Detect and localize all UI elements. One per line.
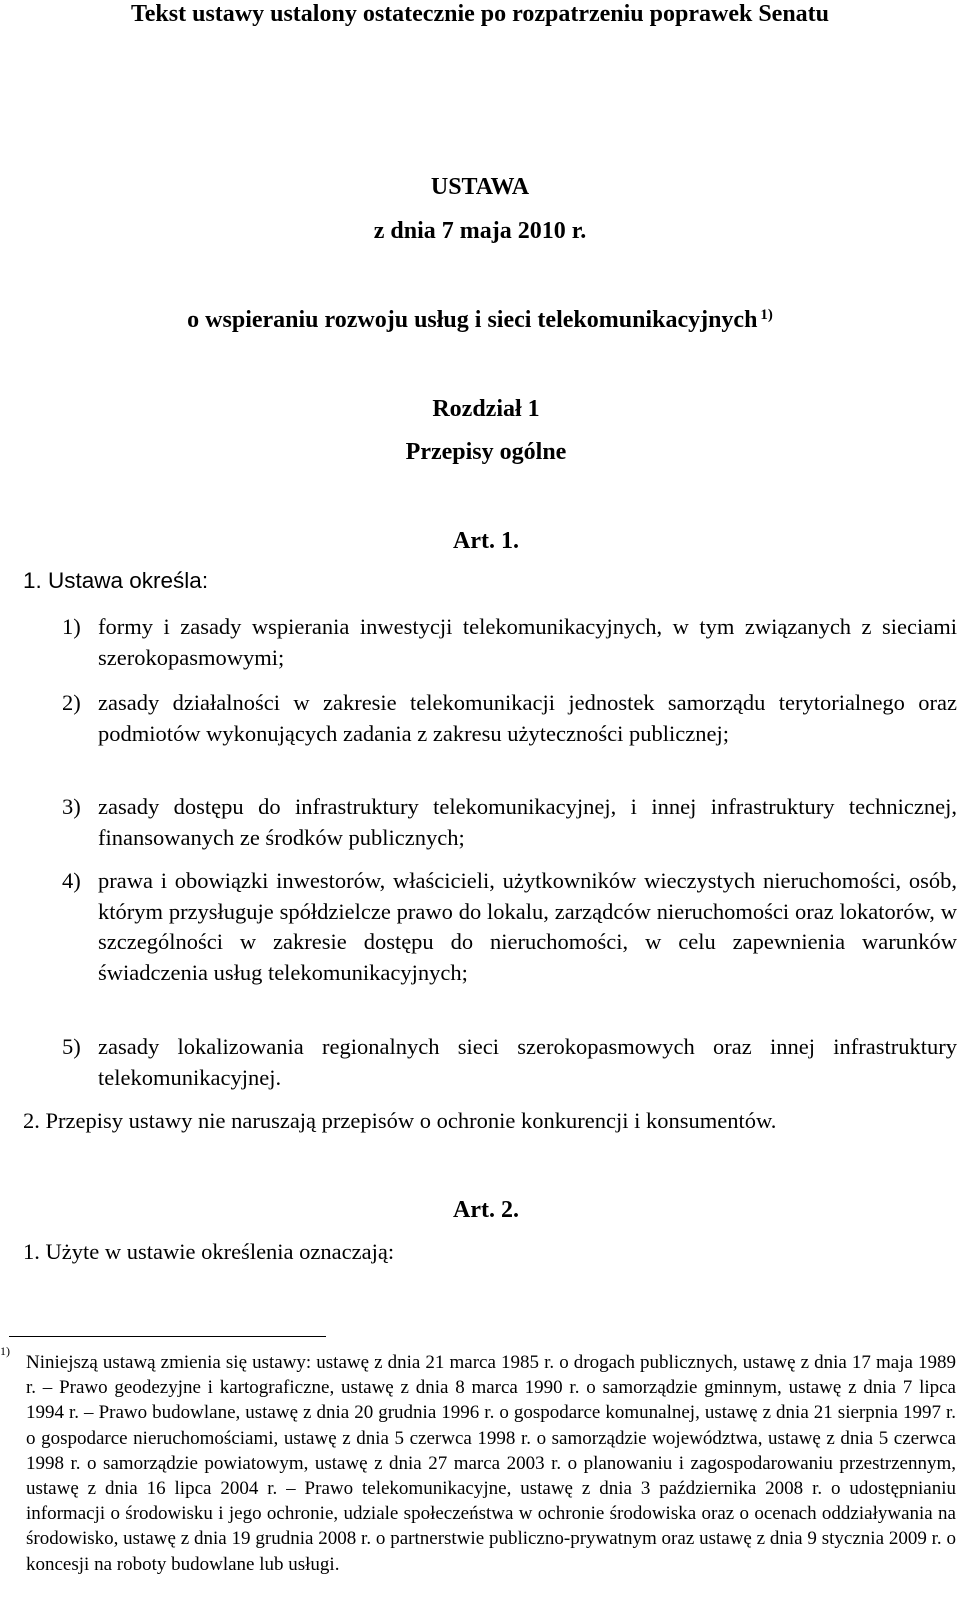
list-item-number: 1) [62,614,81,639]
list-item [62,866,957,988]
art1-label: Art. 1. [453,528,519,554]
list-item [62,1032,957,1093]
list-item-text: prawa i obowiązki inwestorów, właścicieli, użytkowników wieczystych nieruchomości, osób, którym przysługuje spółdzielcze prawo do lokalu, zarządców nieruchomości oraz lokatorów, w szczególności w zakresie dostępu do nieruchomości, w celu zapewnienia warunków świadczenia usług telekomunikacyjnych; [98,868,957,985]
list-item-text: zasady lokalizowania regionalnych sieci szerokopasmowych oraz innej infrastruktury telekomunikacyjnej. [98,1034,957,1090]
list-item [62,688,957,749]
list-item [62,612,957,673]
list-item-text: zasady dostępu do infrastruktury telekomunikacyjnej, i innej infrastruktury technicznej, finansowanych ze środków publicznych; [98,794,957,850]
art2-label: Art. 2. [453,1197,519,1223]
list-item-number: 4) [62,868,81,893]
footnote-divider [9,1336,326,1337]
document-header: Tekst ustawy ustalony ostatecznie po rozpatrzeniu poprawek Senatu [130,1,830,27]
act-date: z dnia 7 maja 2010 r. [373,218,587,244]
list-item-number: 3) [62,794,81,819]
list-item-number: 5) [62,1034,81,1059]
art1-par1-intro: 1. Ustawa określa: [23,568,209,593]
list-item-number: 2) [62,690,81,715]
act-type: USTAWA [430,174,530,200]
footnote-text: Niniejszą ustawą zmienia się ustawy: ustawę z dnia 21 marca 1985 r. o drogach publicznych, ustawę z dnia 17 maja 1989 r. – Prawo geodezyjne i kartograficzne, ustawę z dnia 8 marca 1990 r. o samorządzie gminnym, ustawę z dnia 7 lipca 1994 r. – Prawo budowlane, ustawę z dnia 20 grudnia 1996 r. o gospodarce komunalnej, ustawę z dnia 21 sierpnia 1997 r. o gospodarce nieruchomościami, ustawę z dnia 5 czerwca 1998 r. o samorządzie województwa, ustawę z dnia 5 czerwca 1998 r. o samorządzie powiatowym, ustawę z dnia 27 marca 2003 r. o planowaniu i zagospodarowaniu przestrzennym, ustawę z dnia 16 lipca 2004 r. – Prawo telekomunikacyjne, ustawę z dnia 3 października 2008 r. o udostępnianiu informacji o środowisku i jego ochronie, udziale społeczeństwa w ochronie środowiska oraz o ocenach oddziaływania na środowisko, ustawę z dnia 19 grudnia 2008 r. o partnerstwie publiczno-prywatnym oraz ustawę z dnia 9 stycznia 2009 r. o koncesji na roboty budowlane lub usługi. [26,1352,956,1575]
chapter-label: Rozdział 1 [432,396,540,422]
chapter-title: Przepisy ogólne [405,439,567,465]
act-title-footnote-ref: 1) [760,306,773,323]
footnote-mark: 1) [0,1344,10,1358]
act-title-text: o wspieraniu rozwoju usług i sieci telekomunikacyjnych [187,307,758,333]
list-item-text: zasady działalności w zakresie telekomunikacji jednostek samorządu terytorialnego oraz podmiotów wykonujących zadania z zakresu użyteczności publicznej; [98,690,957,746]
art1-par2: 2. Przepisy ustawy nie naruszają przepisów o ochronie konkurencji i konsumentów. [23,1108,777,1133]
act-title [0,306,960,334]
art2-par1-intro: 1. Użyte w ustawie określenia oznaczają: [23,1239,395,1264]
list-item [62,792,957,853]
list-item-text: formy i zasady wspierania inwestycji telekomunikacyjnych, w tym związanych z sieciami szerokopasmowymi; [98,614,957,670]
